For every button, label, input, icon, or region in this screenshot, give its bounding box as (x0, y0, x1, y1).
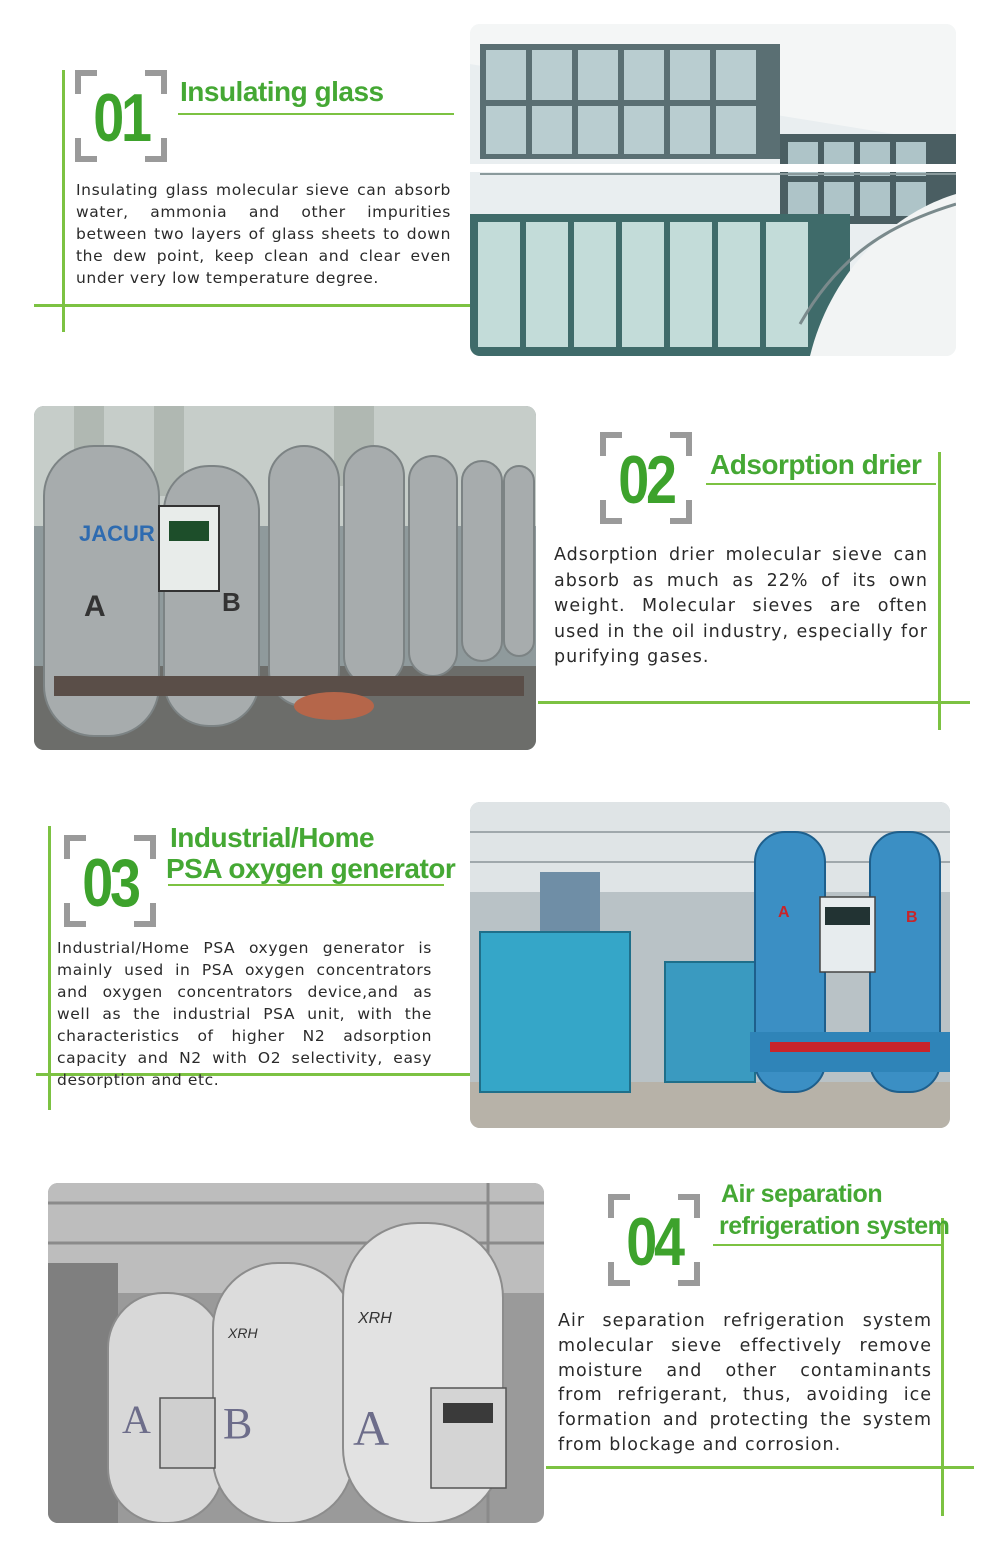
tank-b-label: B (222, 587, 241, 617)
psa-tank-a-label: A (778, 904, 790, 921)
section-03-description: Industrial/Home PSA oxygen generator is mainly used in PSA oxygen concentrators and oxygen concentrators device,and as well as the industrial PSA unit, with the characteristics of higher N2 adsorption capacity and N2 with O2 selectivity, easy desorption and etc. (57, 939, 432, 1089)
section-03-number-badge (64, 835, 156, 927)
section-03-vertical-line (48, 826, 51, 1110)
section-04-vertical-line (941, 1218, 944, 1516)
section-01-description: Insulating glass molecular sieve can absorb water, ammonia and other impurities between two layers of glass sheets to down the dew point, keep clean and clear even under very low temperature degree. (76, 181, 451, 287)
section-04-description: Air separation refrigeration system molecular sieve effectively remove moisture and other contaminants from refrigerant, thus, avoiding ice formation and protecting the system from blockage and corrosion. (558, 1311, 932, 1455)
section-04-title-line1: Air separation (721, 1180, 883, 1208)
section-01-title-underline (178, 113, 454, 115)
section-02-description: Adsorption drier molecular sieve can absorb as much as 22% of its own weight. Molecular sieves are often used in the oil industry, especially for purifying gases. (554, 545, 928, 667)
adsorption-drier-photo (34, 406, 536, 750)
section-03-number: 03 (82, 845, 138, 921)
section-01-number: 01 (93, 80, 149, 156)
air-separation-photo (48, 1183, 544, 1523)
xrh-tank-a-small-label: A (122, 1397, 151, 1442)
section-01-bottom-line (34, 304, 474, 307)
section-03-title-line1: Industrial/Home (170, 822, 375, 853)
dryer-brand-label: JACUR (79, 521, 155, 546)
section-03-title-line2: PSA oxygen generator (166, 853, 456, 884)
section-01-number-badge (75, 70, 167, 162)
section-02-bottom-line (538, 701, 970, 704)
section-04-number-badge (608, 1194, 700, 1286)
psa-tank-b-label: B (906, 909, 918, 926)
section-01-vertical-line (62, 70, 65, 332)
xrh-tank-b-label: B (223, 1399, 253, 1448)
section-01-title: Insulating glass (180, 76, 384, 107)
tank-a-label: A (84, 590, 106, 623)
section-04-bottom-line (546, 1466, 974, 1469)
xrh-tank-a-label: A (353, 1400, 390, 1456)
xrh-brand-label-1: XRH (228, 1325, 258, 1341)
section-02-vertical-line (938, 452, 941, 730)
section-04-title-underline (713, 1244, 941, 1246)
section-04-title-line2: refrigeration system (719, 1212, 950, 1240)
section-02-number: 02 (618, 442, 674, 518)
section-04-number: 04 (626, 1204, 682, 1280)
xrh-brand-label-2: XRH (358, 1310, 392, 1327)
section-02-title: Adsorption drier (710, 449, 922, 480)
psa-oxygen-generator-photo (470, 802, 950, 1128)
insulating-glass-building-photo (470, 24, 956, 356)
section-02-number-badge (600, 432, 692, 524)
section-02-title-underline (706, 483, 936, 485)
